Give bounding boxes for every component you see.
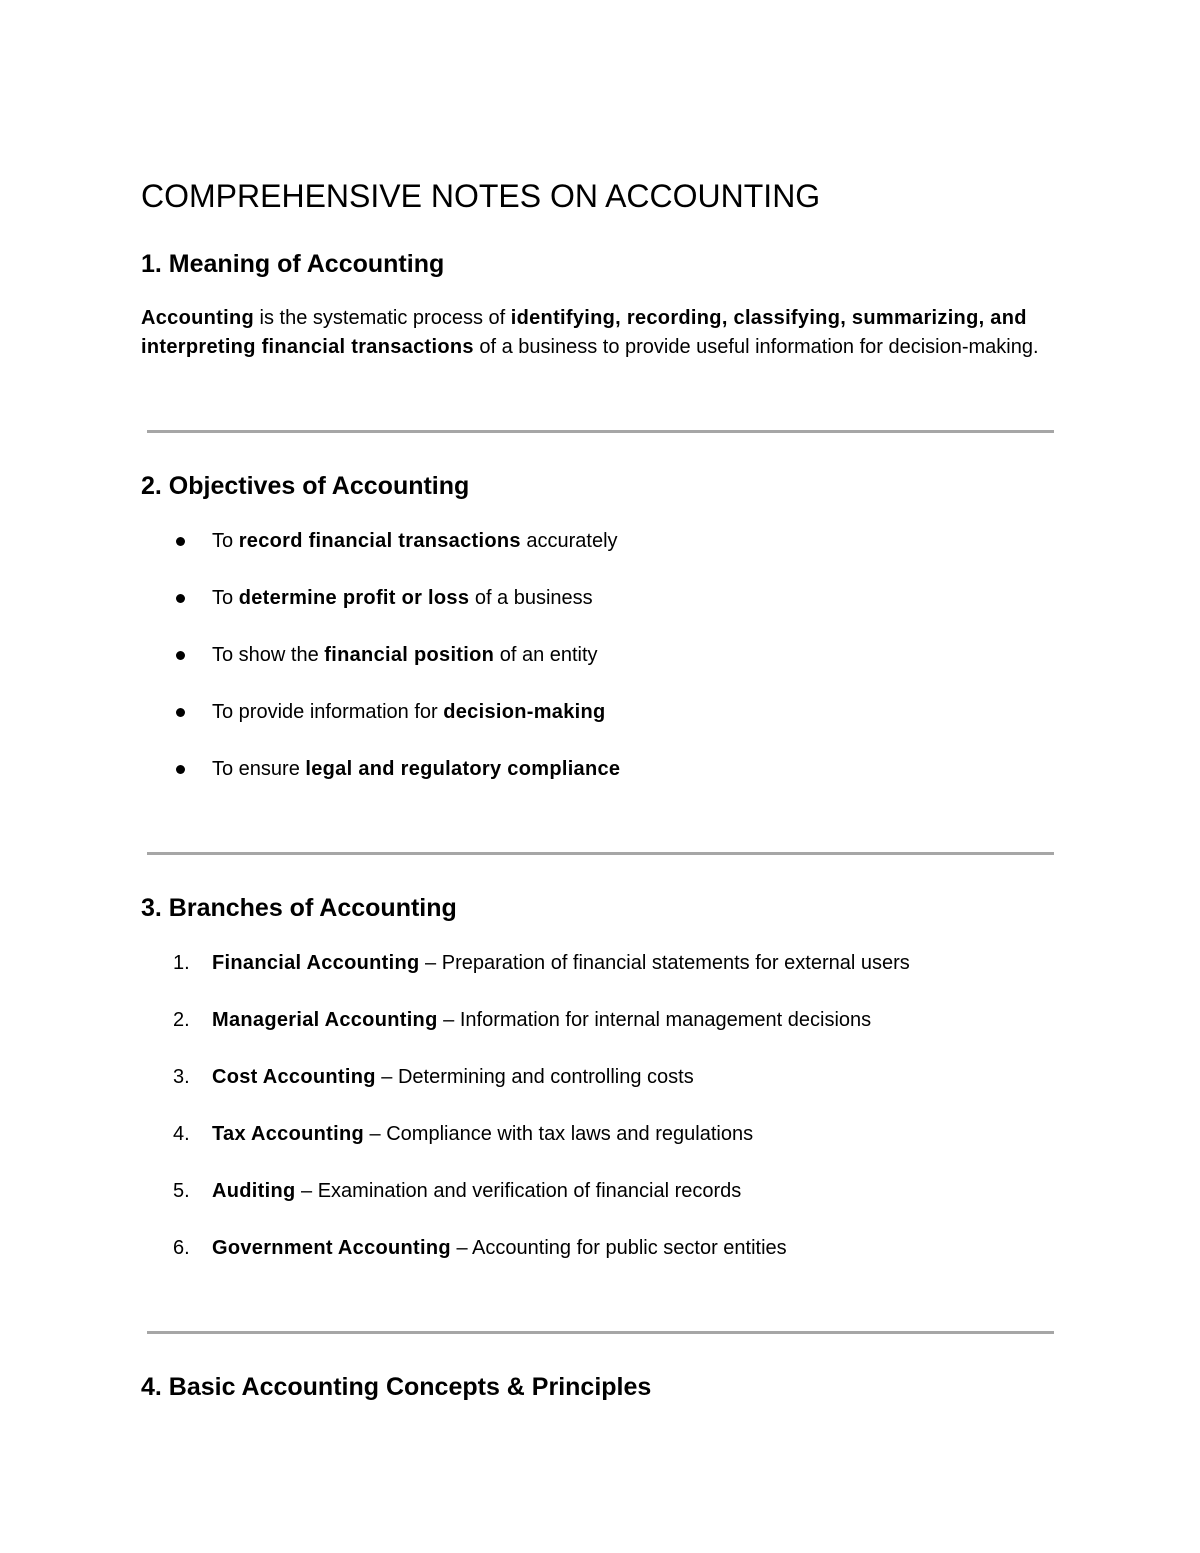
list-number: 5. — [173, 1180, 190, 1202]
bullet-icon — [176, 708, 185, 717]
item-span: Managerial Accounting — [212, 1009, 438, 1031]
list-number: 6. — [173, 1237, 190, 1259]
section-divider — [147, 852, 1054, 855]
document-title: COMPREHENSIVE NOTES ON ACCOUNTING — [141, 178, 821, 214]
paragraph-span: is the systematic process of — [254, 307, 511, 329]
item-span: of a business — [469, 587, 593, 609]
list-item — [212, 1120, 753, 1148]
list-number: 1. — [173, 952, 190, 974]
bullet-icon — [176, 651, 185, 660]
section-divider — [147, 1331, 1054, 1334]
list-item — [212, 755, 620, 783]
paragraph-span: Accounting — [141, 307, 254, 329]
bullet-icon — [176, 594, 185, 603]
item-span: Financial Accounting — [212, 952, 420, 974]
item-span: Cost Accounting — [212, 1066, 376, 1088]
item-span: record financial transactions — [238, 530, 521, 552]
item-span: Tax Accounting — [212, 1123, 364, 1145]
item-span: To ensure — [212, 758, 306, 780]
item-span: Auditing — [212, 1180, 296, 1202]
list-item — [212, 1063, 694, 1091]
list-number: 3. — [173, 1066, 190, 1088]
item-span: – Compliance with tax laws and regulations — [363, 1123, 754, 1145]
item-span: To show the — [212, 644, 325, 666]
list-number: 4. — [173, 1123, 190, 1145]
section-heading-concepts: 4. Basic Accounting Concepts & Principles — [141, 1373, 652, 1401]
item-span: – Information for internal management decisions — [437, 1009, 872, 1031]
item-span: To — [212, 587, 239, 609]
bullet-icon — [176, 537, 185, 546]
item-span: decision-making — [443, 701, 606, 723]
item-span: accurately — [520, 530, 618, 552]
bullet-icon — [176, 765, 185, 774]
section-divider — [147, 430, 1054, 433]
item-span: – Preparation of financial statements for external users — [419, 952, 910, 974]
list-item — [212, 1234, 787, 1262]
list-number: 2. — [173, 1009, 190, 1031]
item-span: To provide information for — [212, 701, 444, 723]
list-item — [212, 698, 606, 726]
item-span: – Examination and verification of financial records — [295, 1180, 742, 1202]
list-item — [212, 1006, 871, 1034]
list-item — [212, 1177, 741, 1205]
item-span: of an entity — [494, 644, 598, 666]
section-heading-objectives: 2. Objectives of Accounting — [141, 472, 470, 500]
item-span: legal and regulatory compliance — [305, 758, 621, 780]
item-span: – Determining and controlling costs — [375, 1066, 694, 1088]
item-span: Government Accounting — [212, 1237, 451, 1259]
item-span: To — [212, 530, 239, 552]
section-heading-branches: 3. Branches of Accounting — [141, 894, 457, 922]
list-item — [212, 527, 618, 555]
item-span: financial position — [324, 644, 495, 666]
list-item — [212, 584, 593, 612]
list-item — [212, 641, 598, 669]
list-item — [212, 949, 910, 977]
paragraph-span: of a business to provide useful information for decision-making. — [473, 336, 1039, 358]
paragraph-span: identifying, recording, classifying, summarizing, and interpreting financial transactions — [141, 307, 1027, 358]
meaning-paragraph — [141, 304, 1061, 362]
item-span: – Accounting for public sector entities — [450, 1237, 787, 1259]
item-span: determine profit or loss — [238, 587, 470, 609]
section-heading-meaning: 1. Meaning of Accounting — [141, 250, 445, 278]
